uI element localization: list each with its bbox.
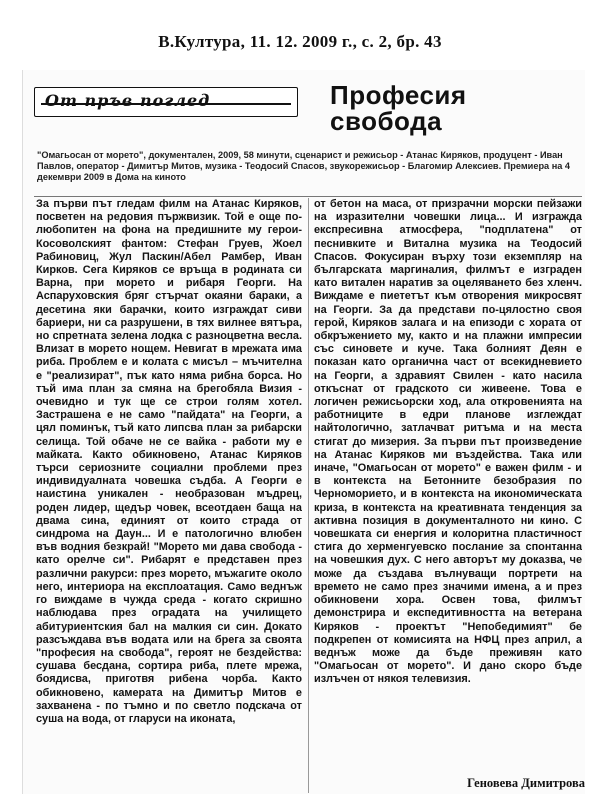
article-column-right: от бетон на маса, от призрачни морски пейзажи на изразителни човешки лица... И изгражда експресивна атмосфера, "подплатена" от песнивките и Витална музика на Теодосий Спасов. Фокусиран върху този екземпляр на българската маргиналия, филмът е изграден като витален наратив за оцеляването без хленч. Виждаме е пиететът към отворения микросвят на Георги. За да представи по-цялостно своя герой, Киряков залага и на епизоди с хората от обкръжението му, както и на плажни импресии със синовете и куче. Така болният Деян е показан като органична част от всекидневието на Георги, а здравият Свилен - като насила откъснат от градското си живеене. Това е логичен режисьорски ход, ала откровенията на работниците в едри планове изглеждат найтологично, затлачват ритъма и на места стигат до мизерия. За първи път произведение на Атанас Киряков ми въздейства. Така или иначе, "Омагьосан от морето" е важен филм - и в контекста на Бетонните безобразия по Черноморието, и в контекста на икономическата криза, в контекста на креативната тенденция за активна позиция в документалното ни кино. С човешката си енергия и колоритна пластичност стига до херменгуевско послание за спонтанна на човешкия дух. С него авторът му доказва, че може да създава вълнуващи портрети на времето не само през значими имена, а и през обикновени хора. Освен това, филмът демонстрира и експедитивността на ветерана Киряков - проектът "Непобедимият" бе подкрепен от комисията на НФЦ през април, а веднъж може да бъде преживян като "Омагьосан от морето". И дано скоро бъде излъчен от някоя телевизия.	[314, 198, 582, 686]
rubric-label: От пръв поглед	[45, 91, 211, 110]
film-credits: "Омагьосан от морето", документален, 2009, 58 минути, сценарист и режисьор - Атанас Киряков, продуцент - Иван Павлов, оператор - Димитър Митов, музика - Теодосий Спасов, звукорежисьор - Благомир Алексиев. Премиера на 4 декември 2009 в Дома на киното	[37, 150, 571, 182]
article-author: Геновева Димитрова	[467, 776, 585, 790]
column-divider	[308, 198, 309, 793]
title-line-1: Професия	[330, 80, 467, 110]
source-citation: В.Култура, 11. 12. 2009 г., с. 2, бр. 43	[158, 32, 442, 51]
article-column-left: За първи път гледам филм на Атанас Киряков, посветен на редовия пържвизик. Той е още по-любопитен на фона на предишните му герои-Косоволският фантом: Стефан Груев, Жоел Рабиновиц, Жул Паскин/Абел Рамбер, Иван Кирков. Сега Киряков се връща в родината си Варна, при морето и рибаря Георги. На Аспаруховския бряг стърчат окаяни бараки, а десетина яки барачки, които изграждат сиви бариери, ни са разрушени, в тях вилнее вятъра, но спретната зелена лодка с разноцветна весла. Влизат в морето нощем. Невигат в мрежата има риба. Проблем е и колата с мисъл – мъчителна е "реализират", пък като няма рибна борса. Но тъй има план за смяна на брегобяла Визия - очевидно и тук ще се строи голям хотел. Застрашена е не само "пайдата" на Георги, а цял поминък, тъй като липсва план за рибарски селища. Той обаче не се вайка - работи му е майката. Както обикновено, Атанас Киряков търси сериозните социални проблеми през индивидуалната човешка съдба. А Георги е наистина уникален - необразован мъдрец, роден лидер, щедър човек, всеотдаен баща на двама сина, единият от които страда от синдрома на Даун... И е патологично влюбен във водния безкрай! "Морето ми дава свобода - като орелче си". Рибарят е представен през различни ракурси: през морето, мъжагите около него, интериора на експлоатация. Само веднъж го виждаме в чужда среда - когато скришно наблюдава през оградата на училището абитуриентския бал на малкия си син. Докато разсъждава във водата или на брега за своята "професия на свобода", героят не бездейства: сушава бесдана, сортира риба, плете мрежа, боядисва, приготвя рибена чорба. Както обикновено, камерата на Димитър Митов е захванена - по тъмно и по светло подскача от суша на вода, от гларуси на иконата,	[36, 198, 302, 725]
credits-divider	[34, 196, 582, 197]
rubric-box	[34, 87, 298, 117]
article-title	[330, 82, 580, 134]
title-line-2: свобода	[330, 106, 443, 136]
